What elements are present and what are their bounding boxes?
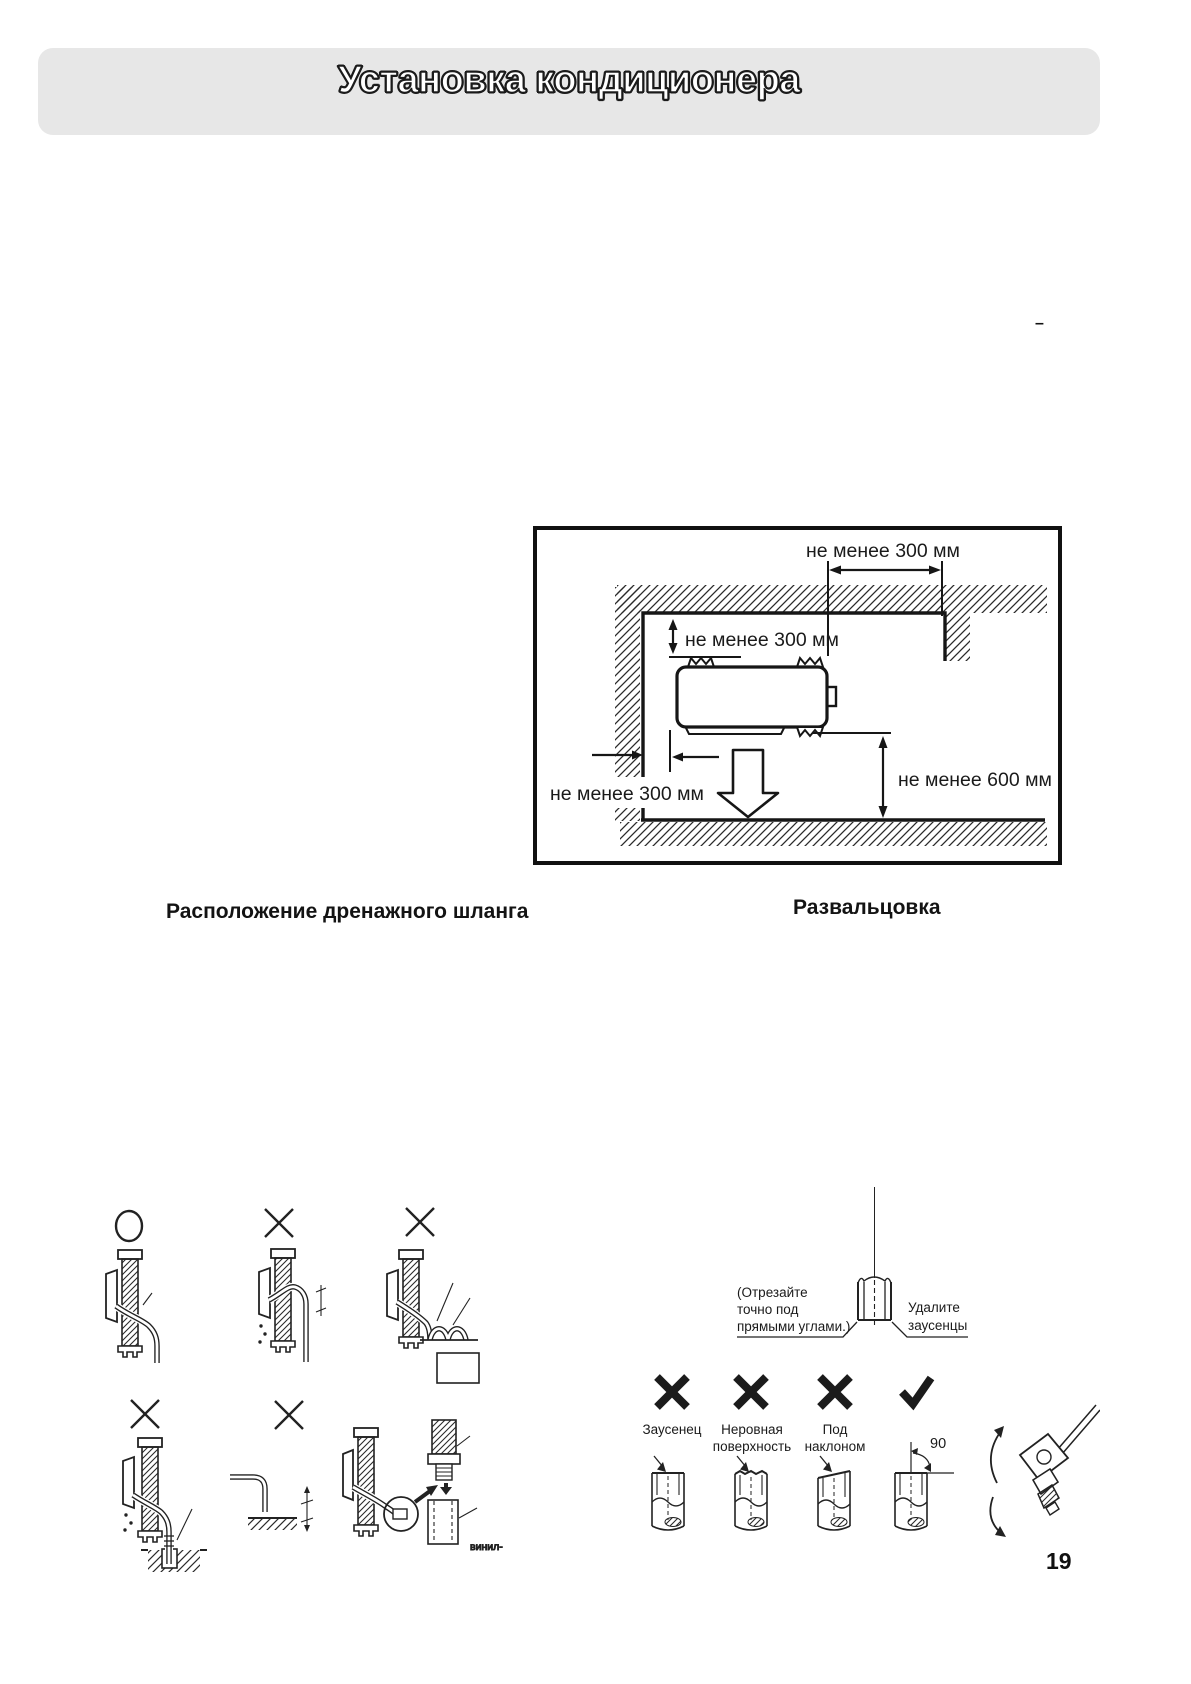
- page-number: 19: [1046, 1548, 1072, 1574]
- svg-text:точно под: точно под: [737, 1302, 799, 1317]
- top-clearance-label: не менее 300 мм: [806, 540, 960, 562]
- svg-text:заусенцы: заусенцы: [908, 1318, 968, 1333]
- drain-illustration-ground-gap: [230, 1477, 313, 1532]
- page-title: Установка кондиционера: [338, 59, 800, 101]
- pipe-square-90: [895, 1442, 954, 1530]
- bad-mark: [265, 1209, 293, 1237]
- deburr-note: [908, 1300, 967, 1333]
- unit-body: [677, 667, 827, 727]
- uneven-label-2: поверхность: [712, 1439, 792, 1454]
- airflow-arrow: [718, 750, 778, 817]
- drain-illustration-correct: [106, 1250, 157, 1363]
- uneven-label-1: Неровная: [721, 1422, 783, 1437]
- good-mark: [902, 1378, 931, 1404]
- side-clearance-label: не менее 300 мм: [550, 783, 704, 805]
- cut-note: [737, 1285, 850, 1334]
- bad-mark: [131, 1400, 159, 1428]
- svg-text:Удалите: Удалите: [908, 1300, 960, 1315]
- reamer-tool: [990, 1405, 1100, 1537]
- bad-mark: [275, 1401, 303, 1429]
- drain-illustration-vinyl-connection: [343, 1420, 503, 1553]
- drain-illustration-water: [387, 1250, 479, 1383]
- dimension-right: [813, 733, 1052, 818]
- angle-90-label: 90: [930, 1436, 947, 1452]
- page-header-banner: [38, 48, 1100, 135]
- slant-label-2: наклоном: [804, 1439, 866, 1454]
- pipe-uneven: [735, 1456, 767, 1530]
- drain-illustration-gutter: [123, 1438, 207, 1572]
- pipe-burr: [652, 1456, 684, 1530]
- upper-clearance-label: не менее 300 мм: [685, 629, 839, 651]
- clearance-diagram: [533, 526, 1062, 865]
- outdoor-unit: [677, 658, 836, 736]
- bad-mark: [657, 1377, 687, 1407]
- flaring-section-title: Развальцовка: [793, 896, 941, 919]
- bad-mark: [406, 1208, 434, 1236]
- ok-mark: [116, 1211, 142, 1241]
- pipe-slanted: [818, 1456, 850, 1530]
- svg-text:(Отрезайте: (Отрезайте: [737, 1285, 808, 1300]
- drain-hose-illustrations: [85, 1120, 510, 1585]
- unit-base: [686, 728, 784, 734]
- bad-mark: [820, 1377, 850, 1407]
- burr-label: Заусенец: [642, 1422, 702, 1437]
- bad-mark: [736, 1377, 766, 1407]
- slant-label-1: Под: [822, 1422, 848, 1437]
- drip-icons: [123, 1513, 132, 1531]
- down-arrow-icon: [440, 1483, 452, 1495]
- dimension-upper: [669, 619, 839, 657]
- vinyl-tube-label: винил-: [470, 1541, 503, 1553]
- drain-hose-section-title: Расположение дренажного шланга: [166, 900, 529, 923]
- front-clearance-label: не менее 600 мм: [898, 769, 1052, 791]
- drip-icons: [258, 1324, 266, 1343]
- stray-dash: –: [1035, 315, 1044, 332]
- flare-illustrations: [600, 1170, 1100, 1570]
- svg-text:прямыми углами.): прямыми углами.): [737, 1319, 851, 1334]
- drain-illustration-trap: [258, 1249, 326, 1362]
